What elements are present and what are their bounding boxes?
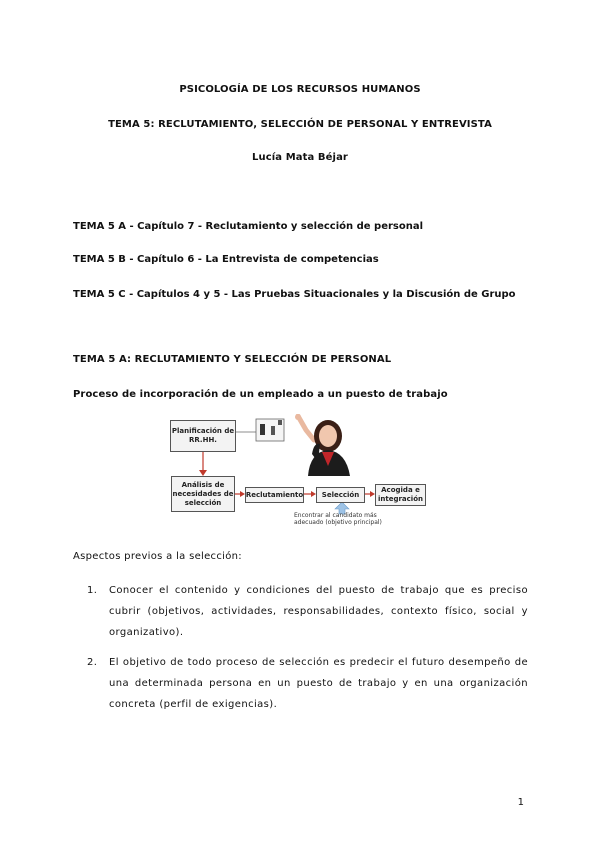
list-item — [87, 652, 528, 715]
planificacion-box: Planificación de RR.HH. — [170, 420, 236, 452]
toc-code: TEMA 5 A — [73, 221, 127, 232]
toc-item — [73, 289, 516, 300]
section-subheading: Proceso de incorporación de un empleado a un puesto de trabajo — [73, 389, 448, 400]
list-item-text: El objetivo de todo proceso de selección es predecir el futuro desempeño de una determinada persona en un puesto de trabajo y en una organización concreta (perfil de exigencias). — [109, 657, 528, 710]
toc-text: - Capítulos 4 y 5 - Las Pruebas Situacionales y la Discusión de Grupo — [125, 289, 516, 300]
reclutamiento-box: Reclutamiento — [245, 487, 304, 503]
list-item — [87, 580, 528, 643]
toc-item — [73, 254, 379, 265]
analisis-box: Análisis de necesidades de selección — [171, 476, 235, 512]
page-number: 1 — [517, 797, 524, 808]
section-heading: TEMA 5 A: RECLUTAMIENTO Y SELECCIÓN DE PERSONAL — [73, 354, 392, 365]
document-title: PSICOLOGÍA DE LOS RECURSOS HUMANOS — [179, 84, 421, 95]
toc-text: - Capítulo 6 - La Entrevista de competencias — [125, 254, 379, 265]
list-item-number: 2. — [87, 657, 98, 668]
document-subtitle: TEMA 5: RECLUTAMIENTO, SELECCIÓN DE PERSONAL Y ENTREVISTA — [108, 119, 492, 130]
businesswoman-illustration — [292, 414, 352, 476]
toc-code: TEMA 5 B — [73, 254, 126, 265]
diagram-caption: Encontrar al candidato más adecuado (objetivo principal) — [294, 512, 382, 526]
toc-code: TEMA 5 C — [73, 289, 126, 300]
toc-item — [73, 221, 423, 232]
document-author: Lucía Mata Béjar — [252, 152, 348, 163]
intro-text: Aspectos previos a la selección: — [73, 551, 242, 562]
list-item-text: Conocer el contenido y condiciones del puesto de trabajo que es preciso cubrir (objetivos, actividades, responsabilidades, contexto físico, social y organizativo). — [109, 585, 528, 638]
toc-text: - Capítulo 7 - Reclutamiento y selección de personal — [126, 221, 424, 232]
acogida-box: Acogida e integración — [375, 484, 426, 506]
process-diagram — [170, 414, 450, 532]
seleccion-box: Selección — [316, 487, 365, 503]
list-item-number: 1. — [87, 585, 98, 596]
